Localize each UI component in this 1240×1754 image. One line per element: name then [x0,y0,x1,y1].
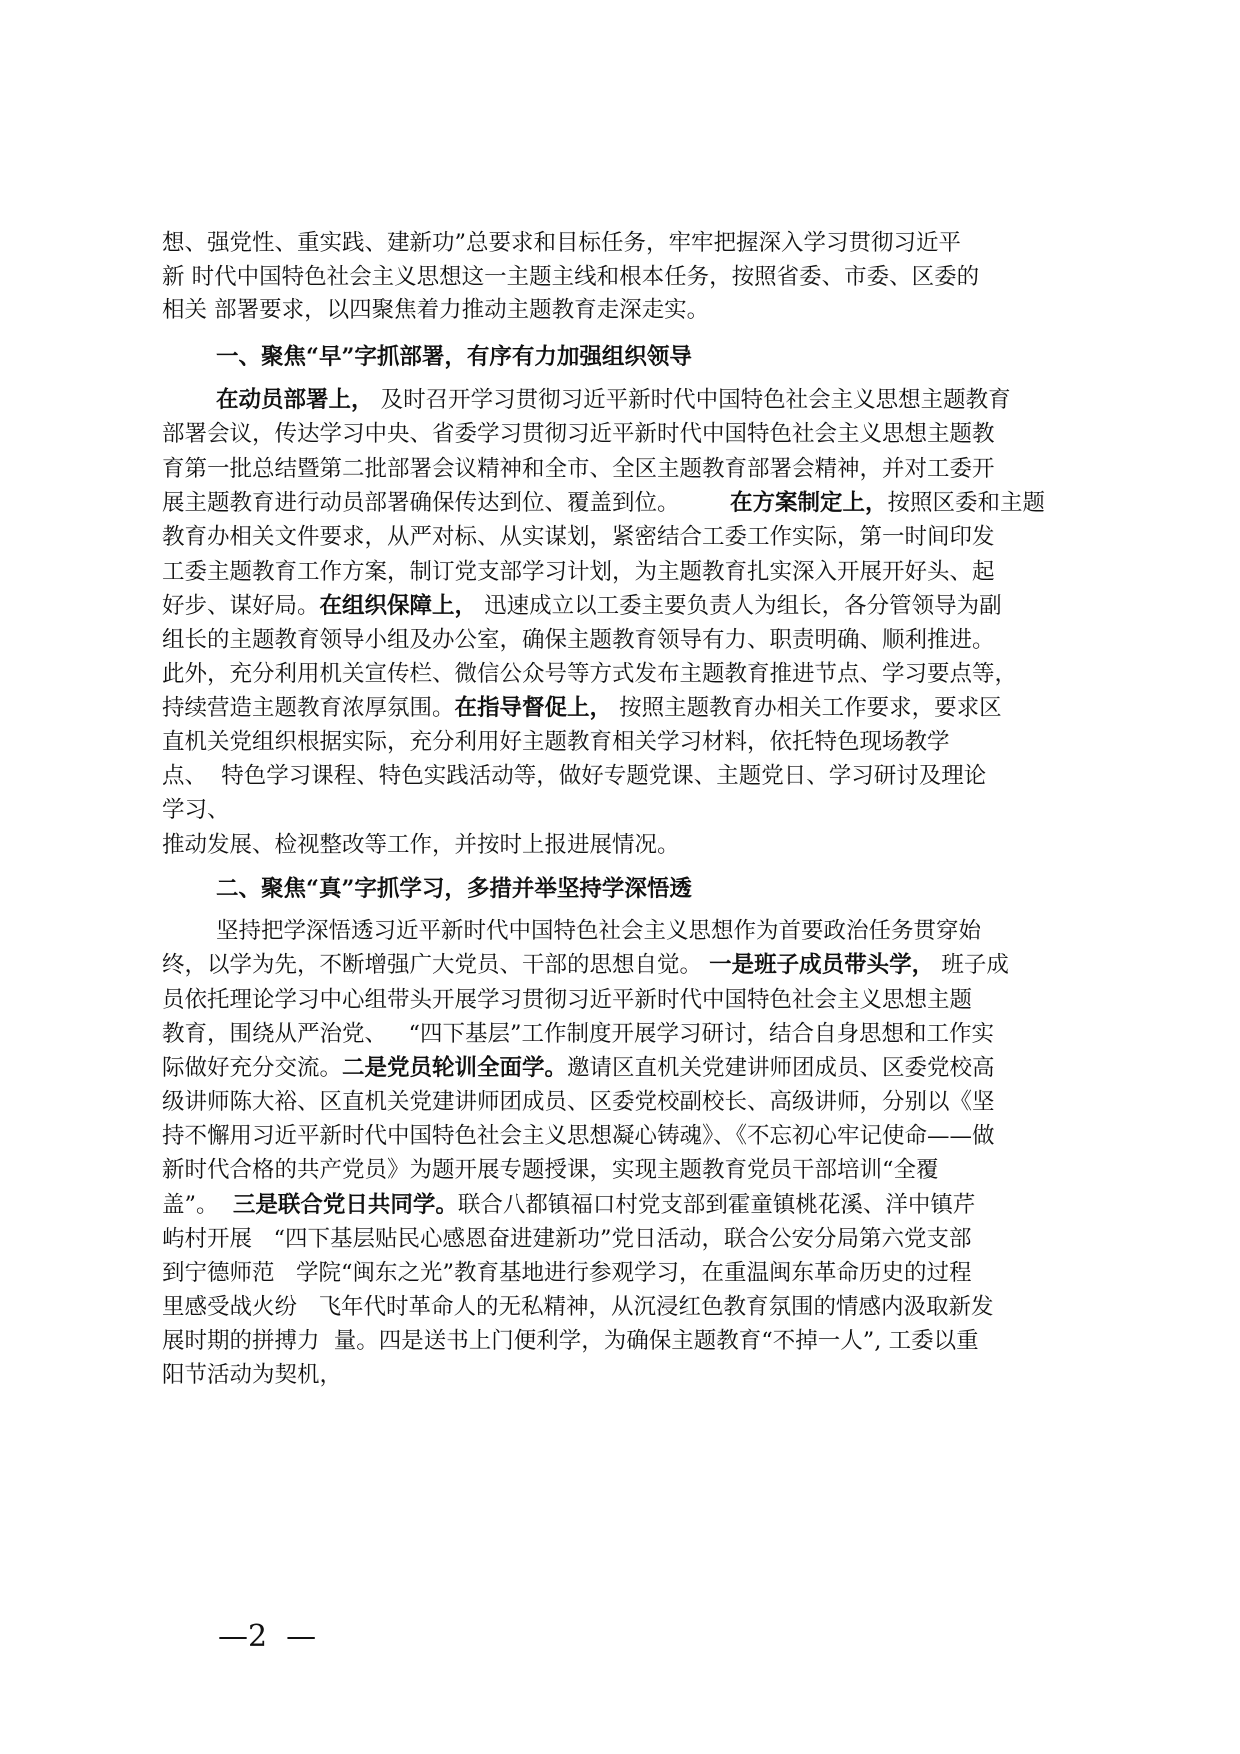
text-line: 育第一批总结暨第二批部署会议精神和全市、全区主题教育部署会精神，并对工委开 [162,456,995,482]
lead-phrase: 在动员部署上， [216,387,374,413]
paragraph-line [216,383,1011,417]
text-line: 部署会议，传达学习中央、省委学习贯彻习近平新时代中国特色社会主义思想主题教 [162,421,995,447]
section-heading-1: 一、聚焦“早”字抓部署，有序有力加强组织领导 [216,344,692,370]
lead-phrase: 在组织保障上， [319,593,478,619]
lead-phrase: 一是班子成员带头学， [709,952,935,978]
text-line: 坚持把学深悟透习近平新时代中国特色社会主义思想作为首要政治任务贯穿始 [216,918,982,944]
lead-phrase: 在方案制定上， [730,490,888,516]
text-run: 持续营造主题教育浓厚氛围。 [162,695,455,721]
page-number: —2 — [218,1619,317,1654]
paragraph-line [730,486,1045,520]
text-line: 点、 特色学习课程、特色实践活动等，做好专题党课、主题党日、学习研讨及理论 [162,763,987,789]
text-line: 相关 部署要求，以四聚焦着力推动主题教育走深走实。 [162,297,710,323]
text-line: 展主题教育进行动员部署确保传达到位、覆盖到位。 [162,490,680,516]
lead-phrase: 二是党员轮训全面学。 [342,1055,568,1081]
text-line: 新 时代中国特色社会主义思想这一主题主线和根本任务，按照省委、市委、区委的 [162,264,980,290]
paragraph-line [162,1188,975,1222]
text-run: 际做好充分交流。 [162,1055,343,1081]
text-run: 邀请区直机关党建讲师团成员、区委党校高 [567,1055,995,1081]
text-line: 学习、 [162,797,230,823]
text-run: 按照区委和主题 [887,490,1046,516]
text-run: 班子成 [934,952,1009,978]
text-line: 教育办相关文件要求，从严对标、从实谋划，紧密结合工委工作实际，第一时间印发 [162,524,995,550]
text-line: 直机关党组织根据实际，充分利用好主题教育相关学习材料，依托特色现场教学 [162,729,950,755]
text-run: 盖”。 [162,1192,233,1218]
text-run: 迅速成立以工委主要负责人为组长，各分管领导为副 [477,593,1002,619]
text-run: 按照主题教育办相关工作要求，要求区 [612,695,1002,721]
text-line: 新时代合格的共产党员》为题开展专题授课，实现主题教育党员干部培训“全覆 [162,1157,939,1183]
text-line: 工委主题教育工作方案，制订党支部学习计划，为主题教育扎实深入开展开好头、起 [162,559,995,585]
text-line: 里感受战火纷 飞年代时革命人的无私精神，从沉浸红色教育氛围的情感内汲取新发 [162,1294,994,1320]
paragraph-line [162,691,1002,725]
paragraph-line [162,948,1009,982]
text-line: 阳节活动为契机， [162,1362,343,1388]
lead-phrase: 在指导督促上， [454,695,613,721]
text-line: 员依托理论学习中心组带头开展学习贯彻习近平新时代中国特色社会主义思想主题 [162,987,973,1013]
text-line: 组长的主题教育领导小组及办公室，确保主题教育领导有力、职责明确、顺利推进。 [162,627,995,653]
text-line: 展时期的拼搏力 量。四是送书上门便利学，为确保主题教育“不掉一人”, 工委以重 [162,1328,979,1354]
text-line: 教育，围绕从严治党、 “四下基层”工作制度开展学习研讨，结合自身思想和工作实 [162,1021,994,1047]
paragraph-line [162,1051,995,1085]
text-line: 持不懈用习近平新时代中国特色社会主义思想凝心铸魂》、《不忘初心牢记使命——做 [162,1123,995,1149]
text-line: 级讲师陈大裕、区直机关党建讲师团成员、区委党校副校长、高级讲师，分别以《坚 [162,1089,995,1115]
text-run: 联合八都镇福口村党支部到霍童镇桃花溪、洋中镇芹 [457,1192,976,1218]
text-run: 终，以学为先，不断增强广大党员、干部的思想自觉。 [162,952,710,978]
section-heading-2: 二、聚焦“真”字抓学习，多措并举坚持学深悟透 [216,876,692,902]
text-run: 好步、谋好局。 [162,593,320,619]
text-line: 到宁德师范 学院“闽东之光”教育基地进行参观学习，在重温闽东革命历史的过程 [162,1260,972,1286]
text-line: 此外，充分利用机关宣传栏、微信公众号等方式发布主题教育推进节点、学习要点等， [162,661,1018,687]
text-line: 想、强党性、重实践、建新功”总要求和目标任务，牢牢把握深入学习贯彻习近平 [162,230,962,256]
text-run: 及时召开学习贯彻习近平新时代中国特色社会主义思想主题教育 [373,387,1011,413]
lead-phrase: 三是联合党日共同学。 [232,1192,458,1218]
text-line: 屿村开展 “四下基层贴民心感恩奋进建新功”党日活动，联合公安分局第六党支部 [162,1226,972,1252]
paragraph-line [162,589,1002,623]
text-line: 推动发展、检视整改等工作，并按时上报进展情况。 [162,832,680,858]
